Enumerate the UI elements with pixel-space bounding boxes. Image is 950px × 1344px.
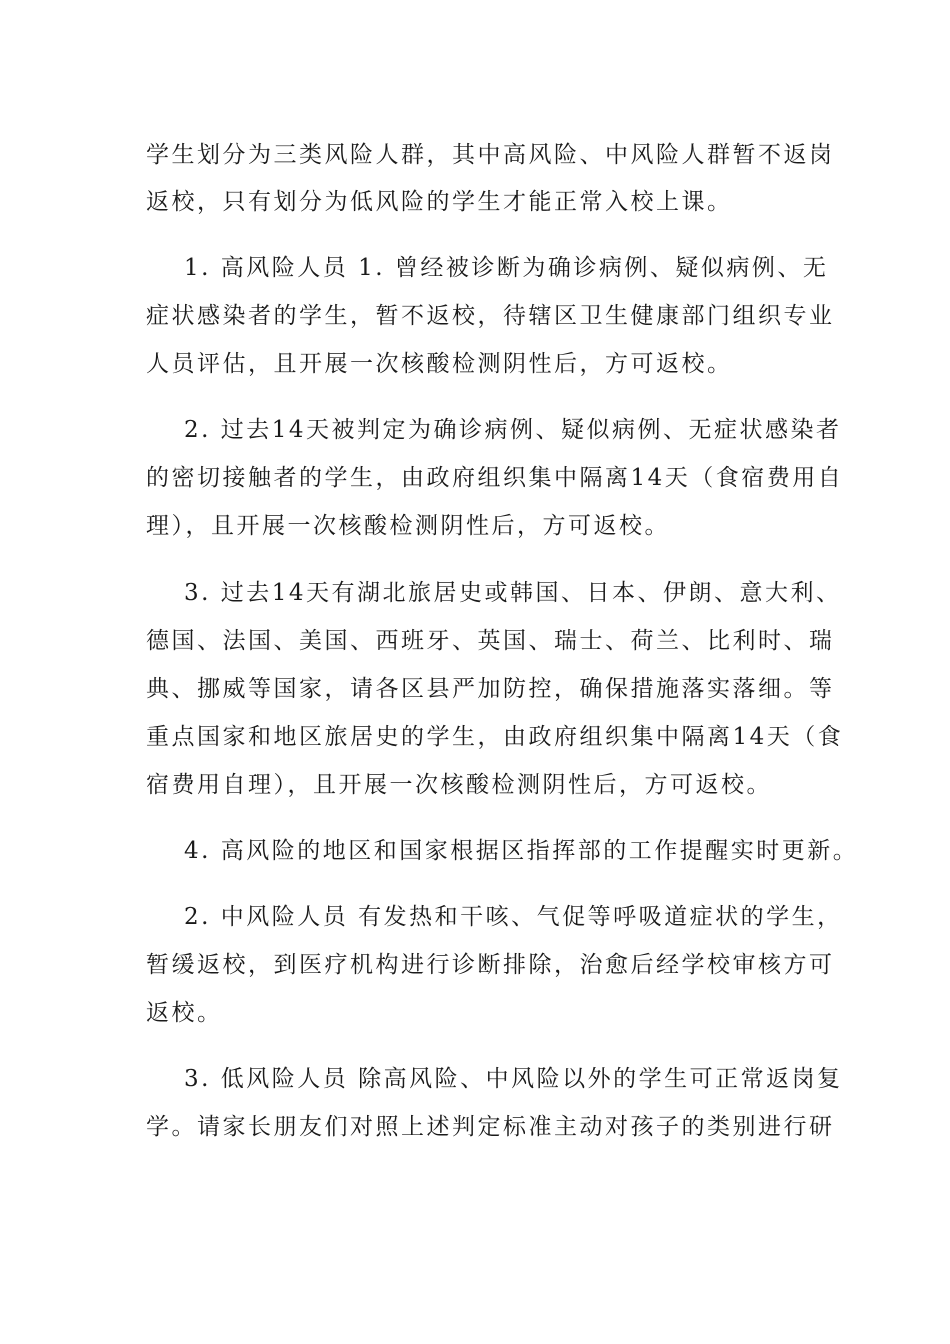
text-line: 返校，只有划分为低风险的学生才能正常入校上课。 (146, 189, 733, 215)
text-line: 宿费用自理），且开展一次核酸检测阴性后，方可返校。 (146, 772, 772, 798)
text-line: 德国、法国、美国、西班牙、英国、瑞士、荷兰、比利时、瑞 (146, 628, 835, 654)
text-line: 暂缓返校，到医疗机构进行诊断排除，治愈后经学校审核方可 (146, 952, 835, 978)
text-line: 4. 高风险的地区和国家根据区指挥部的工作提醒实时更新。 (184, 838, 859, 864)
text-line: 理），且开展一次核酸检测阴性后，方可返校。 (146, 513, 670, 539)
text-line: 学生划分为三类风险人群，其中高风险、中风险人群暂不返岗 (146, 142, 835, 168)
text-line: 重点国家和地区旅居史的学生，由政府组织集中隔离14天（食 (146, 724, 844, 750)
text-line: 学。请家长朋友们对照上述判定标准主动对孩子的类别进行研 (146, 1114, 835, 1140)
text-line: 3. 过去14天有湖北旅居史或韩国、日本、伊朗、意大利、 (184, 580, 842, 606)
text-line: 人员评估，且开展一次核酸检测阴性后，方可返校。 (146, 351, 733, 377)
text-line: 典、挪威等国家，请各区县严加防控，确保措施落实落细。等 (146, 676, 835, 702)
text-line: 2. 过去14天被判定为确诊病例、疑似病例、无症状感染者 (184, 417, 842, 443)
text-line: 2. 中风险人员 有发热和干咳、气促等呼吸道症状的学生， (184, 904, 843, 930)
text-line: 3. 低风险人员 除高风险、中风险以外的学生可正常返岗复 (184, 1066, 843, 1092)
text-line: 1. 高风险人员 1. 曾经被诊断为确诊病例、疑似病例、无 (184, 255, 829, 281)
text-line: 的密切接触者的学生，由政府组织集中隔离14天（食宿费用自 (146, 465, 844, 491)
text-line: 症状感染者的学生，暂不返校，待辖区卫生健康部门组织专业 (146, 303, 835, 329)
text-line: 返校。 (146, 1000, 223, 1026)
